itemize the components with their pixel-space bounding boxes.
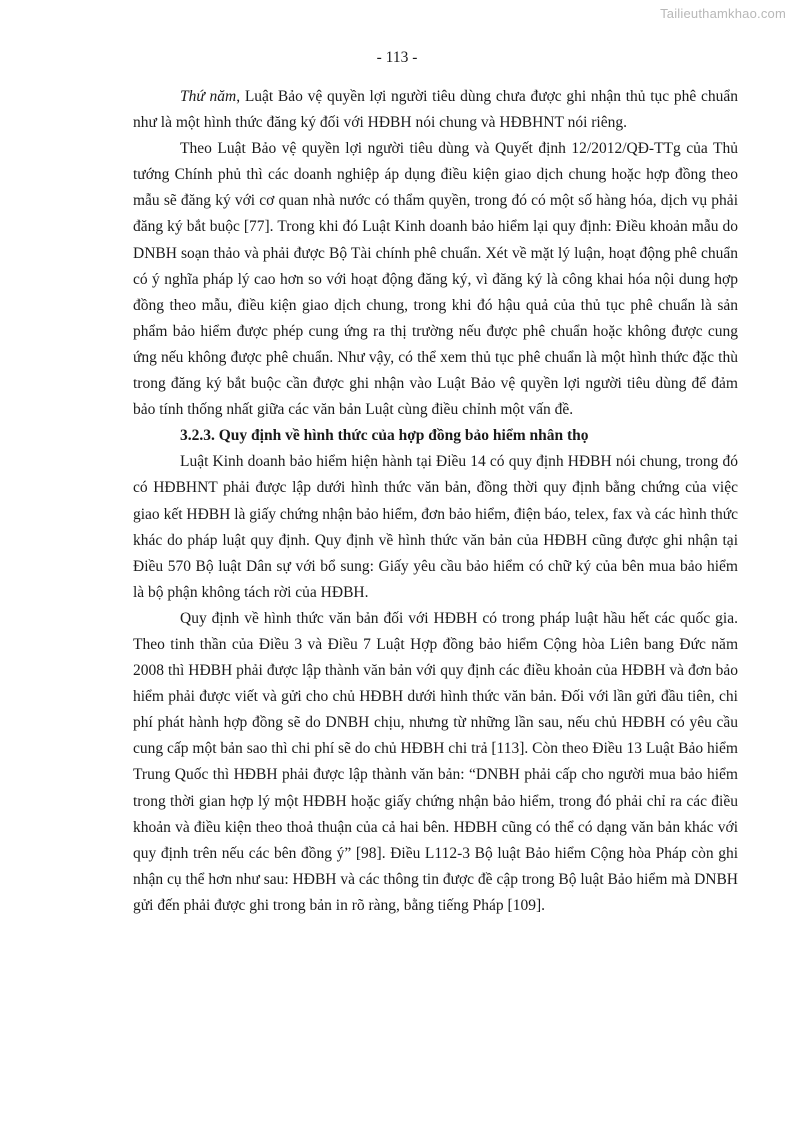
document-body [133,84,738,919]
paragraph-1-lead: Thứ năm [180,88,237,105]
paragraph-1-text: , Luật Bảo vệ quyền lợi người tiêu dùng chưa được ghi nhận thủ tục phê chuẩn như là một hình thức đăng ký đối với HĐBH nói chung và HĐBHNT nói riêng. [133,88,738,132]
page-number: - 113 - [376,49,418,66]
paragraph-1 [133,84,738,136]
paragraph-3: Luật Kinh doanh bảo hiểm hiện hành tại Điều 14 có quy định HĐBH nói chung, trong đó có HĐBHNT phải được lập dưới hình thức văn bản, đồng thời quy định bằng chứng của việc giao kết HĐBH là giấy chứng nhận bảo hiểm, đơn bảo hiểm, điện báo, telex, fax và các hình thức khác do pháp luật quy định. Quy định về hình thức văn bản của HĐBH cũng được ghi nhận tại Điều 570 Bộ luật Dân sự với bổ sung: Giấy yêu cầu bảo hiểm có chữ ký của bên mua bảo hiểm là bộ phận không tách rời của HĐBH. [133,453,738,601]
section-heading: 3.2.3. Quy định về hình thức của hợp đồng bảo hiểm nhân thọ [180,427,589,445]
watermark: Tailieuthamkhao.com [660,6,786,21]
paragraph-2: Theo Luật Bảo vệ quyền lợi người tiêu dùng và Quyết định 12/2012/QĐ-TTg của Thủ tướng Chính phủ thì các doanh nghiệp áp dụng điều kiện giao dịch chung hoặc hợp đồng theo mẫu sẽ đăng ký với cơ quan nhà nước có thẩm quyền, trong đó có một số hàng hóa, dịch vụ phải đăng ký bắt buộc [77]. Trong khi đó Luật Kinh doanh bảo hiểm lại quy định: Điều khoản mẫu do DNBH soạn thảo và phải được Bộ Tài chính phê chuẩn. Xét về mặt lý luận, hoạt động phê chuẩn có ý nghĩa pháp lý cao hơn so với hoạt động đăng ký, vì đăng ký là công khai hóa nội dung hợp đồng theo mẫu, điều kiện giao dịch chung, trong khi đó hậu quả của thủ tục phê chuẩn là sản phẩm bảo hiểm được phép cung ứng ra thị trường nếu được phê chuẩn hoặc không được cung ứng nếu không được phê chuẩn. Như vậy, có thể xem thủ tục phê chuẩn là một hình thức đặc thù trong đăng ký bắt buộc cần được ghi nhận vào Luật Bảo vệ quyền lợi người tiêu dùng để đảm bảo tính thống nhất giữa các văn bản Luật cùng điều chỉnh một vấn đề. [133,140,738,419]
paragraph-4: Quy định về hình thức văn bản đối với HĐBH có trong pháp luật hầu hết các quốc gia. Theo tinh thần của Điều 3 và Điều 7 Luật Hợp đồng bảo hiểm Cộng hòa Liên bang Đức năm 2008 thì HĐBH phải được lập thành văn bản với quy định các điều khoản của HĐBH và đơn bảo hiểm phải được viết và gửi cho chủ HĐBH dưới hình thức văn bản. Đối với lần gửi đầu tiên, chi phí phát hành hợp đồng sẽ do DNBH chịu, nhưng từ những lần sau, nếu chủ HĐBH có yêu cầu cung cấp một bản sao thì chi phí sẽ do chủ HĐBH chi trả [113]. Còn theo Điều 13 Luật Bảo hiểm Trung Quốc thì HĐBH phải được lập thành văn bản: “DNBH phải cấp cho người mua bảo hiểm trong thời gian hợp lý một HĐBH hoặc giấy chứng nhận bảo hiểm, trong đó phải chỉ ra các điều khoản và điều kiện theo thoả thuận của cả hai bên. HĐBH cũng có thể có dạng văn bản khác với quy định trên nếu các bên đồng ý” [98]. Điều L112-3 Bộ luật Bảo hiểm Cộng hòa Pháp còn ghi nhận cụ thể hơn như sau: HĐBH và các thông tin được đề cập trong Bộ luật Bảo hiểm mà DNBH gửi đến phải được ghi trong bản in rõ ràng, bằng tiếng Pháp [109]. [133,609,738,914]
